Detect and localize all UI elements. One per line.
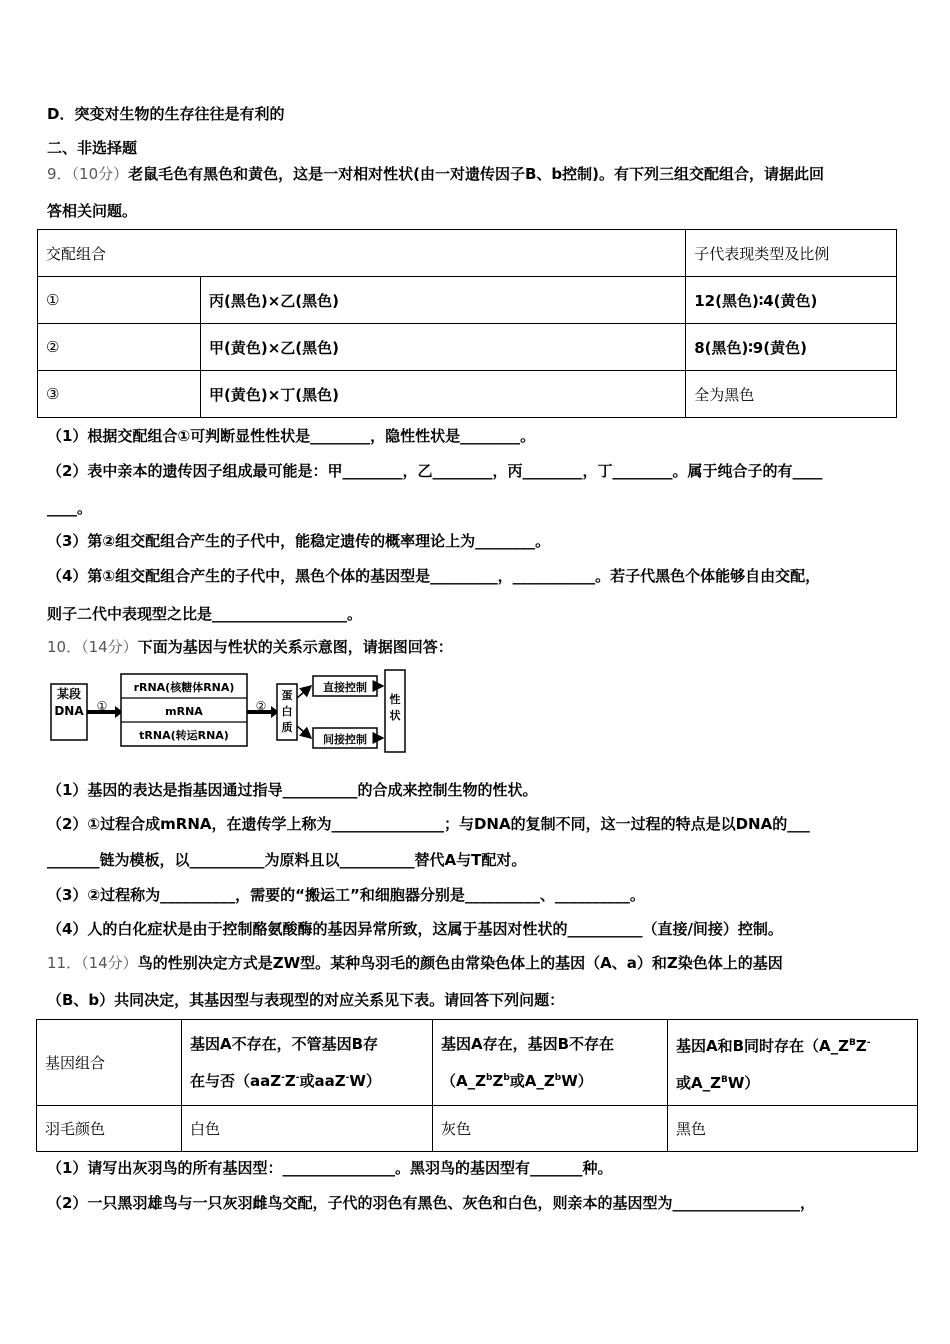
gene-trait-diagram [49,668,409,754]
col2-line1: 基因A存在，基因B不存在 [441,1035,615,1053]
table-row [38,371,897,418]
protein-label [277,684,297,740]
q11-stem-line1 [47,952,783,973]
col2-line2: （A_Z [441,1072,486,1090]
col3-line2: 或A_Z [676,1073,721,1092]
q10-part2-line1: （2）①过程合成mRNA，在遗传学上称为_______________；与DNA的复制不同，这一过程的特点是以DNA的___ [47,815,810,833]
q10-part3: （3）②过程称为__________，需要的“搬运工”和细胞器分别是__________、__________。 [47,886,645,904]
q9-row1-no: ① [38,277,201,324]
q10-score: （14分） [81,638,138,656]
col1-z: Z [284,1072,296,1090]
sup-minus: - [281,1073,285,1083]
sup-minus: - [345,1073,350,1083]
step2-label: ② [255,699,267,713]
col1-or: 或aaZ [299,1072,346,1090]
q10-part1: （1）基因的表达是指基因通过指导__________的合成来控制生物的性状。 [47,781,538,799]
section-title: 二、非选择题 [47,139,138,157]
trna-label: tRNA(转运RNA) [139,729,229,742]
col3-line1: 基因A和B同时存在（A_Z [676,1036,850,1055]
q11-white: 白色 [182,1106,433,1152]
q9-head-offspring: 子代表现类型及比例 [686,230,897,277]
q9-part4-line2: 则子二代中表现型之比是__________________。 [47,605,363,623]
q11-gray: 灰色 [433,1106,668,1152]
q9-score: （10分） [71,165,129,183]
q9-row3-cross: 甲(黄色)×丁(黑色) [201,371,686,418]
q9-part2-line2: ____。 [47,499,93,517]
q9-part1: （1）根据交配组合①可判断显性性状是________，隐性性状是________。 [47,427,536,445]
q11-part2: （2）一只黑羽雄鸟与一只灰羽雌鸟交配，子代的羽色有黑色、灰色和白色，则亲本的基因型为_________________， [47,1194,815,1212]
mrna-label: mRNA [165,705,203,718]
col2-end: W） [561,1072,593,1090]
q10-part4: （4）人的白化症状是由于控制酪氨酸酶的基因异常所致，这属于基因对性状的__________（直接/间接）控制。 [47,920,783,938]
trait-label [385,670,405,752]
col1-line1: 基因A不存在，不管基因B存 [190,1035,379,1053]
q11-stem-line2: （B、b）共同决定，其基因型与表现型的对应关系见下表。请回答下列问题： [47,991,565,1009]
q9-row1-result: 12(黑色)∶4(黄色) [686,277,897,324]
dna-label [51,684,87,740]
q11-number: 11． [47,954,82,972]
col3-z: Z [855,1036,867,1055]
q11-black: 黑色 [668,1106,918,1152]
q11-row2-label: 羽毛颜色 [37,1106,182,1152]
sup-B: B [849,1037,856,1048]
col1-line2: 在与否（aaZ [190,1072,282,1090]
sup-minus: - [866,1037,871,1048]
sup-minus: - [295,1073,300,1083]
table-row [38,230,897,277]
q9-head-combo: 交配组合 [38,230,686,277]
sup-b: b [503,1073,510,1083]
trait-label-text: 性状 [389,693,401,722]
q9-part2-line1: （2）表中亲本的遗传因子组成最可能是：甲________，乙________，丙________，丁________。属于纯合子的有____ [47,462,823,480]
step1-label: ① [96,699,108,713]
q9-row3-no: ③ [38,371,201,418]
q9-part4-line1: （4）第①组交配组合产生的子代中，黑色个体的基因型是_________，___________。若子代黑色个体能够自由交配， [47,567,821,585]
col1-end: W） [349,1072,381,1090]
q9-row2-no: ② [38,324,201,371]
sup-b: b [554,1073,562,1083]
col2-or: 或A_Z [509,1072,555,1090]
q9-stem-line1 [47,163,824,184]
q9-number: 9． [47,165,72,183]
q9-row2-result: 8(黑色)∶9(黄色) [686,324,897,371]
table-row [38,277,897,324]
col2-z: Z [492,1072,504,1090]
rrna-label: rRNA(核糖体RNA) [133,681,235,694]
q8-option-d: D．突变对生物的生存往往是有利的 [47,105,285,123]
q9-row1-cross: 丙(黑色)×乙(黑色) [201,277,686,324]
dna-label-text: 某段DNA [54,687,84,718]
q11-col-no-a [182,1020,433,1106]
q11-genotype-table [36,1019,918,1152]
indirect-label: 间接控制 [323,733,367,746]
table-row [37,1020,918,1106]
q9-cross-table [37,229,897,418]
q9-stem: 老鼠毛色有黑色和黄色，这是一对相对性状(由一对遗传因子B、b控制)。有下列三组交配组合，请据此回 [128,165,825,183]
col3-end: W） [727,1073,760,1092]
table-row [38,324,897,371]
q11-col-a-no-b [433,1020,668,1106]
q9-row3-result: 全为黑色 [686,371,897,418]
q11-part1: （1）请写出灰羽鸟的所有基因型：_______________。黑羽鸟的基因型有_______种。 [47,1159,613,1177]
q9-stem-line2: 答相关问题。 [47,202,138,220]
q11-col-a-and-b [668,1020,918,1106]
q11-row1-label: 基因组合 [37,1020,182,1106]
q9-part3: （3）第②组交配组合产生的子代中，能稳定遗传的概率理论上为________。 [47,532,551,550]
direct-label: 直接控制 [323,681,367,694]
q10-stem-text: 下面为基因与性状的关系示意图，请据图回答： [137,638,453,656]
protein-label-text: 蛋白质 [281,689,293,734]
sup-b: b [486,1073,493,1083]
table-row [37,1106,918,1152]
q9-row2-cross: 甲(黄色)×乙(黑色) [201,324,686,371]
q11-stem: 鸟的性别决定方式是ZW型。某种鸟羽毛的颜色由常染色体上的基因（A、a）和Z染色体上的基因 [137,954,783,972]
q10-number: 10． [47,638,82,656]
q10-part2-line2: _______链为模板，以__________为原料且以__________替代A与T配对。 [47,851,527,869]
q10-stem [47,636,453,657]
q11-score: （14分） [81,954,138,972]
sup-B: B [721,1074,728,1085]
